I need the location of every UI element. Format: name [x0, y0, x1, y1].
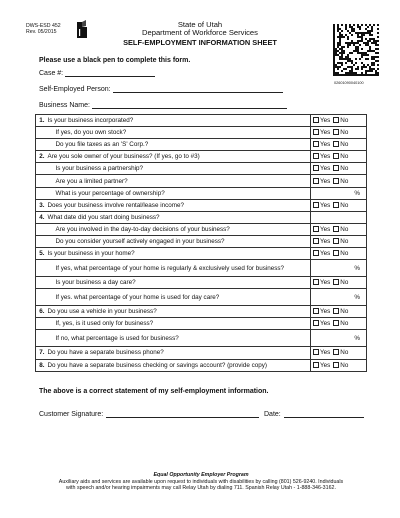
yes-option[interactable]: [313, 349, 330, 356]
yes-checkbox[interactable]: [313, 238, 319, 244]
question-row: [36, 347, 367, 359]
business-name-field: [39, 101, 287, 109]
yes-option[interactable]: [313, 165, 330, 172]
yes-label: Yes: [320, 201, 331, 209]
question-number: [36, 127, 46, 139]
no-option[interactable]: [333, 308, 348, 315]
question-number: [36, 318, 46, 330]
question-number: [36, 175, 46, 187]
no-label: No: [340, 225, 349, 233]
page-title: SELF-EMPLOYMENT INFORMATION SHEET: [123, 37, 277, 47]
question-row: [36, 139, 367, 151]
question-row: [36, 115, 367, 127]
no-checkbox[interactable]: [333, 226, 339, 232]
no-option[interactable]: [333, 153, 348, 160]
state-name: State of Utah: [177, 20, 223, 29]
question-number: [36, 260, 46, 277]
question-text: Do you use a vehicle in your business?: [46, 306, 311, 318]
no-option[interactable]: [333, 117, 348, 124]
no-label: No: [340, 129, 349, 137]
certification-statement: The above is a correct statement of my self-employment information.: [39, 388, 269, 395]
question-number: [36, 277, 46, 289]
percent-label: %: [354, 189, 360, 197]
no-option[interactable]: [333, 226, 348, 233]
no-option[interactable]: [333, 279, 348, 286]
question-text: Are you a limited partner?: [46, 175, 311, 187]
no-option[interactable]: [333, 141, 348, 148]
no-checkbox[interactable]: [333, 349, 339, 355]
yes-option[interactable]: [313, 250, 330, 257]
answer-cell: [311, 211, 367, 223]
yes-checkbox[interactable]: [313, 129, 319, 135]
question-number: [36, 235, 46, 247]
no-option[interactable]: [333, 349, 348, 356]
yes-checkbox[interactable]: [313, 250, 319, 256]
answer-cell[interactable]: [311, 347, 367, 359]
footer-relay: with speech and/or hearing impairments may call Relay Utah by dialing 711. Spanish Relay Utah - 1-888-346-3162.: [66, 485, 336, 492]
question-text: If yes. what percentage of your home is used for day care?: [46, 289, 311, 306]
date-label: Date:: [264, 411, 281, 418]
answer-cell[interactable]: [311, 223, 367, 235]
no-checkbox[interactable]: [333, 178, 339, 184]
yes-checkbox[interactable]: [313, 349, 319, 355]
question-text: Do you consider yourself actively engaged in your business?: [46, 235, 311, 247]
question-number: 2.: [36, 151, 46, 163]
no-option[interactable]: [333, 202, 348, 209]
question-text: Do you file taxes as an 'S' Corp.?: [46, 139, 311, 151]
yes-option[interactable]: [313, 153, 330, 160]
case-number-input[interactable]: [65, 69, 155, 77]
question-row: [36, 306, 367, 318]
answer-cell[interactable]: [311, 359, 367, 371]
answer-cell[interactable]: [311, 199, 367, 211]
no-option[interactable]: [333, 250, 348, 257]
answer-cell[interactable]: [311, 187, 367, 199]
yes-label: Yes: [320, 279, 331, 287]
form-code: [26, 23, 61, 36]
yes-checkbox[interactable]: [313, 141, 319, 147]
answer-cell[interactable]: [311, 163, 367, 175]
barcode-icon: [333, 24, 379, 76]
yes-option[interactable]: [313, 320, 330, 327]
no-checkbox[interactable]: [333, 153, 339, 159]
footer-accessibility: Auxiliary aids and services are available upon request to individuals with disabilities by calling (801) 526-9240. Individuals: [58, 478, 344, 485]
customer-signature-field: [39, 410, 259, 418]
yes-label: Yes: [320, 308, 331, 316]
yes-option[interactable]: [313, 279, 330, 286]
no-option[interactable]: [333, 129, 348, 136]
question-number: 7.: [36, 347, 46, 359]
answer-cell[interactable]: [311, 235, 367, 247]
yes-option[interactable]: [313, 117, 330, 124]
yes-option[interactable]: [313, 362, 330, 369]
answer-cell[interactable]: [311, 289, 367, 306]
yes-label: Yes: [320, 129, 331, 137]
agency-header: [100, 21, 300, 47]
question-row: [36, 260, 367, 277]
yes-option[interactable]: [313, 308, 330, 315]
no-label: No: [340, 320, 349, 328]
answer-cell[interactable]: [311, 318, 367, 330]
question-number: 3.: [36, 199, 46, 211]
question-row: [36, 318, 367, 330]
answer-cell[interactable]: [311, 330, 367, 347]
business-name-label: Business Name:: [39, 102, 90, 109]
self-employed-person-field: [39, 85, 283, 93]
yes-checkbox[interactable]: [313, 202, 319, 208]
question-number: 6.: [36, 306, 46, 318]
yes-label: Yes: [320, 237, 331, 245]
question-row: [36, 151, 367, 163]
percent-label: %: [354, 264, 360, 272]
question-number: 4.: [36, 211, 46, 223]
question-text: If, yes, is it used only for business?: [46, 318, 311, 330]
customer-signature-label: Customer Signature:: [39, 411, 104, 418]
percent-label: %: [354, 334, 360, 342]
yes-checkbox[interactable]: [313, 320, 319, 326]
instructions: Please use a black pen to complete this form.: [39, 57, 191, 64]
question-number: [36, 330, 46, 347]
yes-checkbox[interactable]: [313, 226, 319, 232]
no-option[interactable]: [333, 238, 348, 245]
answer-cell[interactable]: [311, 260, 367, 277]
date-input[interactable]: [284, 410, 364, 418]
yes-option[interactable]: [313, 178, 330, 185]
question-row: [36, 235, 367, 247]
question-row: [36, 223, 367, 235]
form-number: DWS-ESD 452: [26, 23, 61, 29]
answer-cell[interactable]: [311, 139, 367, 151]
no-checkbox[interactable]: [333, 362, 339, 368]
no-label: No: [340, 349, 349, 357]
question-text: Does your business involve rental/lease income?: [46, 199, 311, 211]
no-checkbox[interactable]: [333, 320, 339, 326]
question-row: [36, 359, 367, 371]
answer-cell[interactable]: [311, 115, 367, 127]
no-label: No: [340, 361, 349, 369]
question-text: Is your business a partnership?: [46, 163, 311, 175]
footer: [30, 472, 372, 492]
question-row: [36, 127, 367, 139]
answer-cell[interactable]: [311, 248, 367, 260]
question-text: Are you sole owner of your business? (If yes, go to #3): [46, 151, 311, 163]
yes-label: Yes: [320, 349, 331, 357]
no-checkbox[interactable]: [333, 238, 339, 244]
customer-signature-input[interactable]: [106, 410, 259, 418]
question-row: [36, 211, 367, 223]
yes-label: Yes: [320, 177, 331, 185]
date-field: [264, 410, 364, 418]
question-text: If yes, what percentage of your home is regularly & exclusively used for business?: [46, 260, 311, 277]
question-text: Is your business incorporated?: [46, 115, 311, 127]
no-label: No: [340, 308, 349, 316]
answer-cell[interactable]: [311, 306, 367, 318]
no-checkbox[interactable]: [333, 279, 339, 285]
question-text: Is your business a day care?: [46, 277, 311, 289]
question-text: Do you have a separate business checking or savings account? (provide copy): [46, 359, 311, 371]
yes-label: Yes: [320, 361, 331, 369]
footer-eeo: Equal Opportunity Employer Program: [153, 472, 249, 478]
no-label: No: [340, 237, 349, 245]
no-checkbox[interactable]: [333, 129, 339, 135]
case-number-label: Case #:: [39, 70, 64, 77]
yes-option[interactable]: [313, 226, 330, 233]
question-text: If no, what percentage is used for business?: [46, 330, 311, 347]
question-row: [36, 187, 367, 199]
no-label: No: [340, 201, 349, 209]
question-row: [36, 330, 367, 347]
self-employed-person-label: Self-Employed Person:: [39, 86, 111, 93]
yes-checkbox[interactable]: [313, 178, 319, 184]
question-number: 5.: [36, 248, 46, 260]
answer-cell[interactable]: [311, 127, 367, 139]
no-label: No: [340, 279, 349, 287]
no-label: No: [340, 117, 349, 125]
yes-label: Yes: [320, 141, 331, 149]
yes-checkbox[interactable]: [313, 153, 319, 159]
question-row: [36, 199, 367, 211]
yes-label: Yes: [320, 117, 331, 125]
yes-option[interactable]: [313, 202, 330, 209]
question-text: If yes, do you own stock?: [46, 127, 311, 139]
question-text: Is your business in your home?: [46, 248, 311, 260]
answer-cell[interactable]: [311, 175, 367, 187]
no-label: No: [340, 250, 349, 258]
no-checkbox[interactable]: [333, 250, 339, 256]
yes-option[interactable]: [313, 129, 330, 136]
department-name: Department of Workforce Services: [142, 28, 258, 38]
business-name-input[interactable]: [92, 101, 287, 109]
yes-option[interactable]: [313, 238, 330, 245]
yes-checkbox[interactable]: [313, 165, 319, 171]
no-checkbox[interactable]: [333, 165, 339, 171]
no-label: No: [340, 165, 349, 173]
question-text: Are you involved in the day-to-day decisions of your business?: [46, 223, 311, 235]
yes-checkbox[interactable]: [313, 279, 319, 285]
question-row: [36, 163, 367, 175]
yes-label: Yes: [320, 225, 331, 233]
yes-label: Yes: [320, 250, 331, 258]
question-number: [36, 289, 46, 306]
questions-table: [35, 114, 367, 372]
no-label: No: [340, 177, 349, 185]
no-option[interactable]: [333, 165, 348, 172]
yes-option[interactable]: [313, 141, 330, 148]
question-row: [36, 277, 367, 289]
question-text: What date did you start doing business?: [46, 211, 311, 223]
no-checkbox[interactable]: [333, 141, 339, 147]
question-number: 8.: [36, 359, 46, 371]
question-row: [36, 248, 367, 260]
no-option[interactable]: [333, 320, 348, 327]
answer-cell[interactable]: [311, 277, 367, 289]
question-text: Do you have a separate business phone?: [46, 347, 311, 359]
self-employed-person-input[interactable]: [113, 85, 283, 93]
yes-checkbox[interactable]: [313, 308, 319, 314]
answer-cell[interactable]: [311, 151, 367, 163]
case-number-field: [39, 69, 155, 77]
yes-label: Yes: [320, 153, 331, 161]
document-number: 02601090040100: [334, 81, 364, 85]
question-row: [36, 175, 367, 187]
yes-label: Yes: [320, 165, 331, 173]
form-revision: Rev. 05/2015: [26, 29, 57, 36]
percent-label: %: [354, 293, 360, 301]
no-checkbox[interactable]: [333, 117, 339, 123]
state-logo-icon: [73, 20, 90, 40]
question-number: [36, 223, 46, 235]
question-row: [36, 289, 367, 306]
question-number: [36, 187, 46, 199]
question-text: What is your percentage of ownership?: [46, 187, 311, 199]
yes-checkbox[interactable]: [313, 362, 319, 368]
question-number: 1.: [36, 115, 46, 127]
yes-checkbox[interactable]: [313, 117, 319, 123]
question-number: [36, 139, 46, 151]
yes-label: Yes: [320, 320, 331, 328]
question-number: [36, 163, 46, 175]
no-option[interactable]: [333, 178, 348, 185]
no-label: No: [340, 153, 349, 161]
no-label: No: [340, 141, 349, 149]
no-checkbox[interactable]: [333, 308, 339, 314]
no-option[interactable]: [333, 362, 348, 369]
no-checkbox[interactable]: [333, 202, 339, 208]
